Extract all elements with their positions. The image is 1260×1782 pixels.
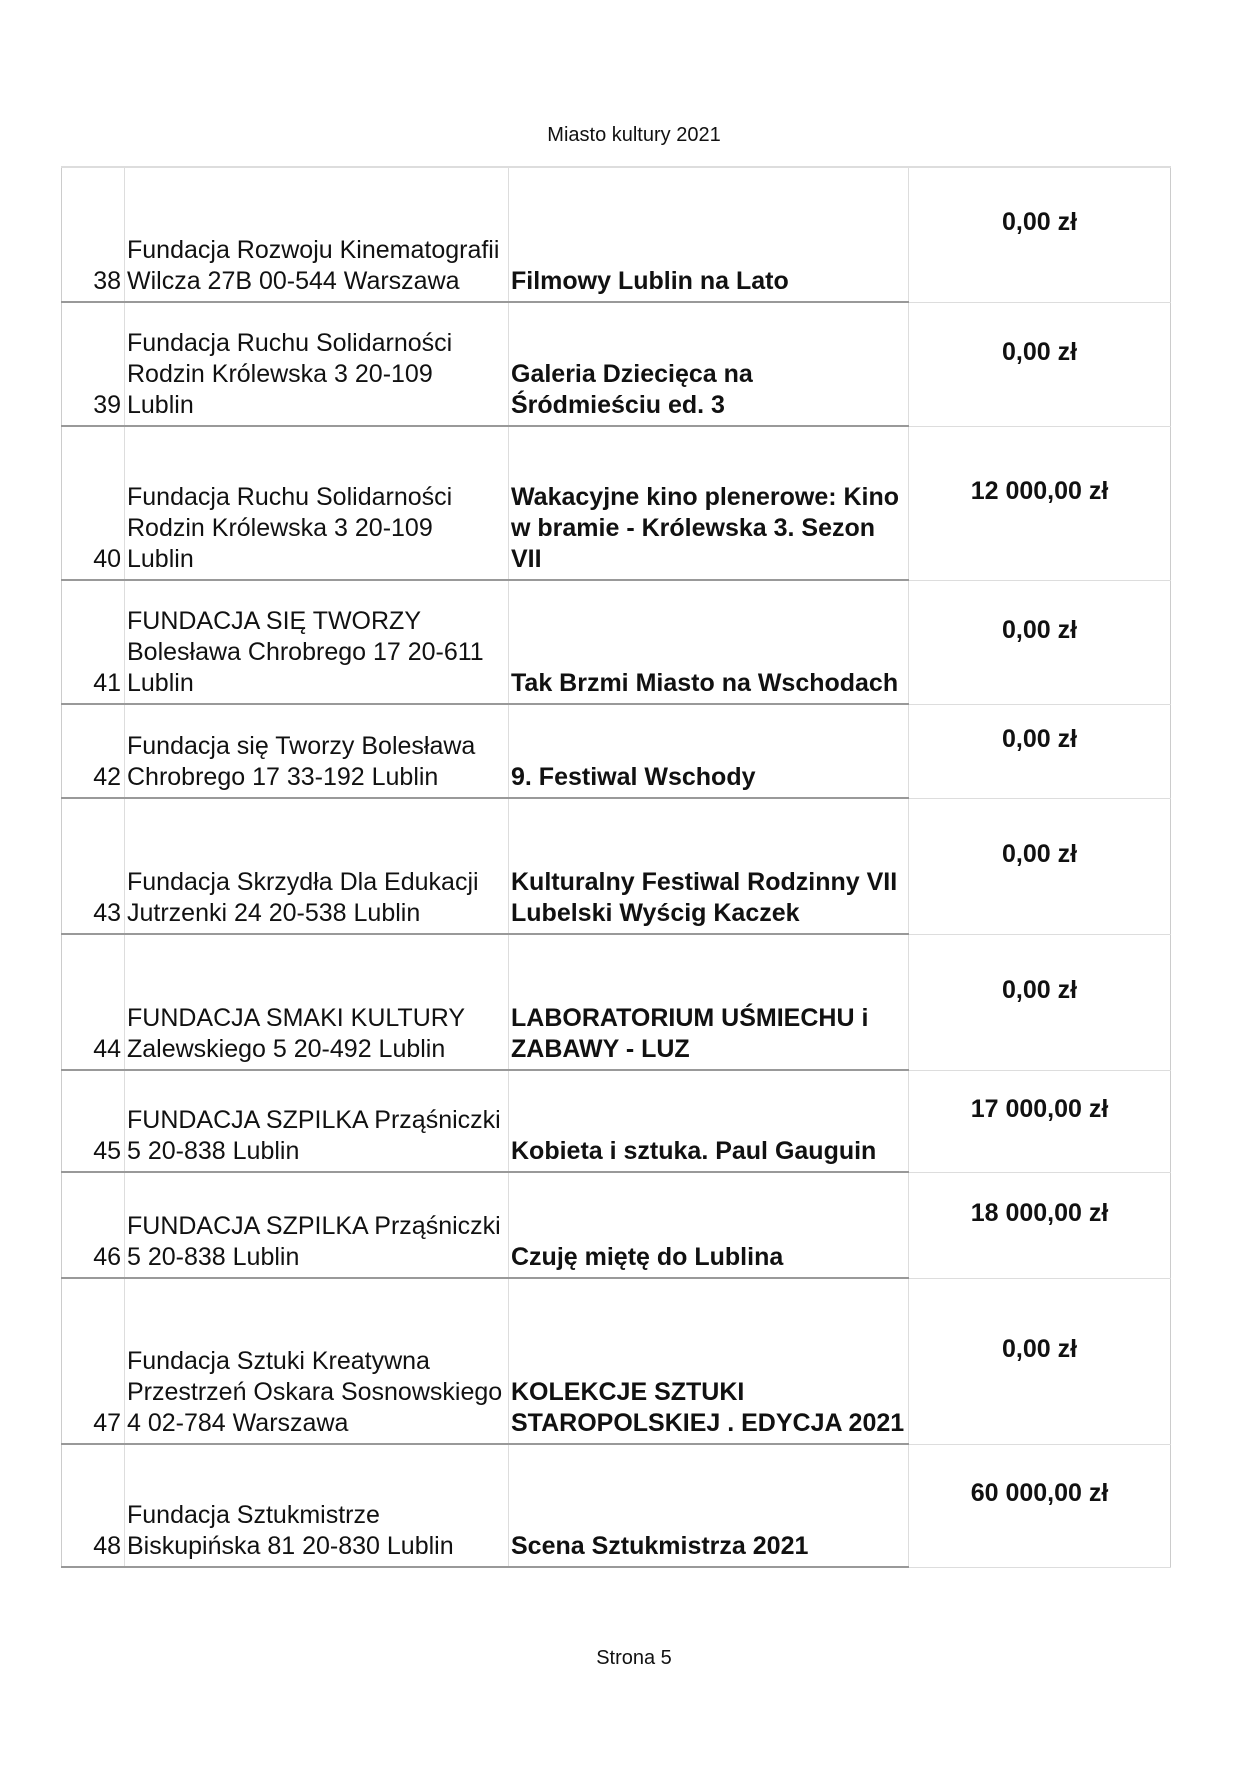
project-cell: Scena Sztukmistrza 2021 [509, 1444, 909, 1567]
table-row [62, 1444, 1171, 1567]
page-header: Miasto kultury 2021 [547, 124, 721, 146]
amount-cell: 0,00 zł [909, 167, 1171, 302]
amount-cell: 12 000,00 zł [909, 426, 1171, 580]
table-row [62, 302, 1171, 426]
project-cell: Tak Brzmi Miasto na Wschodach [509, 580, 909, 704]
table-row [62, 1278, 1171, 1444]
row-number: 38 [62, 167, 125, 302]
row-number: 40 [62, 426, 125, 580]
table-row [62, 934, 1171, 1070]
amount-cell: 0,00 zł [909, 302, 1171, 426]
amount-cell: 0,00 zł [909, 1278, 1171, 1444]
organization-cell: Fundacja Sztuki Kreatywna Przestrzeń Oskara Sosnowskiego 4 02-784 Warszawa [125, 1278, 509, 1444]
project-cell: KOLEKCJE SZTUKI STAROPOLSKIEJ . EDYCJA 2021 [509, 1278, 909, 1444]
table-row [62, 580, 1171, 704]
row-number: 48 [62, 1444, 125, 1567]
amount-cell: 0,00 zł [909, 704, 1171, 798]
amount-cell: 0,00 zł [909, 798, 1171, 934]
row-number: 41 [62, 580, 125, 704]
organization-cell: Fundacja Sztukmistrze Biskupińska 81 20-830 Lublin [125, 1444, 509, 1567]
project-cell: Filmowy Lublin na Lato [509, 167, 909, 302]
organization-cell: FUNDACJA SZPILKA Prząśniczki 5 20-838 Lublin [125, 1070, 509, 1172]
project-cell: Czuję miętę do Lublina [509, 1172, 909, 1278]
table-row [62, 704, 1171, 798]
project-cell: Galeria Dziecięca na Śródmieściu ed. 3 [509, 302, 909, 426]
project-cell: Kobieta i sztuka. Paul Gauguin [509, 1070, 909, 1172]
project-cell: Kulturalny Festiwal Rodzinny VII Lubelski Wyścig Kaczek [509, 798, 909, 934]
organization-cell: Fundacja Ruchu Solidarności Rodzin Królewska 3 20-109 Lublin [125, 302, 509, 426]
row-number: 46 [62, 1172, 125, 1278]
project-cell: 9. Festiwal Wschody [509, 704, 909, 798]
amount-cell: 60 000,00 zł [909, 1444, 1171, 1567]
organization-cell: Fundacja Ruchu Solidarności Rodzin Królewska 3 20-109 Lublin [125, 426, 509, 580]
organization-cell: Fundacja Skrzydła Dla Edukacji Jutrzenki 24 20-538 Lublin [125, 798, 509, 934]
row-number: 43 [62, 798, 125, 934]
row-number: 39 [62, 302, 125, 426]
table-row [62, 426, 1171, 580]
amount-cell: 18 000,00 zł [909, 1172, 1171, 1278]
organization-cell: Fundacja Rozwoju Kinematografii Wilcza 27B 00-544 Warszawa [125, 167, 509, 302]
amount-cell: 0,00 zł [909, 580, 1171, 704]
row-number: 44 [62, 934, 125, 1070]
organization-cell: FUNDACJA SMAKI KULTURY Zalewskiego 5 20-492 Lublin [125, 934, 509, 1070]
row-number: 42 [62, 704, 125, 798]
organization-cell: FUNDACJA SIĘ TWORZY Bolesława Chrobrego 17 20-611 Lublin [125, 580, 509, 704]
table-row [62, 167, 1171, 302]
project-cell: LABORATORIUM UŚMIECHU i ZABAWY - LUZ [509, 934, 909, 1070]
project-cell: Wakacyjne kino plenerowe: Kino w bramie - Królewska 3. Sezon VII [509, 426, 909, 580]
table-row [62, 1070, 1171, 1172]
amount-cell: 17 000,00 zł [909, 1070, 1171, 1172]
row-number: 45 [62, 1070, 125, 1172]
organization-cell: Fundacja się Tworzy Bolesława Chrobrego 17 33-192 Lublin [125, 704, 509, 798]
organization-cell: FUNDACJA SZPILKA Prząśniczki 5 20-838 Lublin [125, 1172, 509, 1278]
amount-cell: 0,00 zł [909, 934, 1171, 1070]
table-row [62, 1172, 1171, 1278]
table-row [62, 798, 1171, 934]
row-number: 47 [62, 1278, 125, 1444]
grants-table [61, 166, 1171, 1568]
page-number: Strona 5 [596, 1647, 672, 1669]
